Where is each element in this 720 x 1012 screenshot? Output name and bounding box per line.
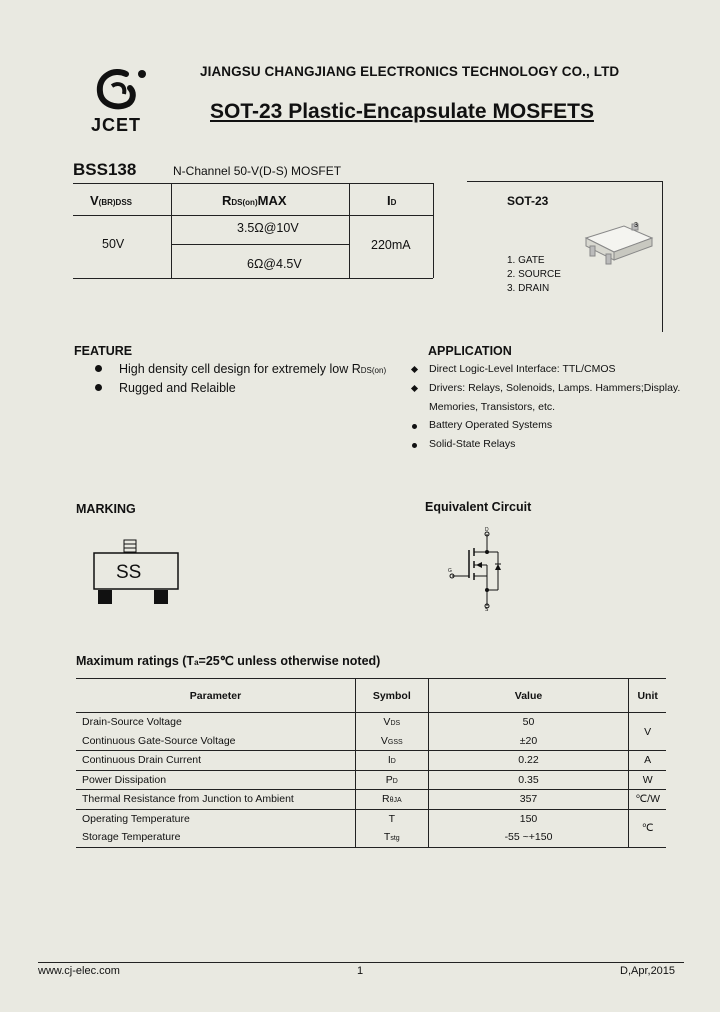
footer-website: www.cj-elec.com xyxy=(38,965,120,977)
source-label: S xyxy=(485,607,489,613)
symbol-cell: T xyxy=(355,809,428,828)
table-row xyxy=(76,732,666,751)
table-row xyxy=(76,770,666,790)
application-heading: APPLICATION xyxy=(428,344,512,358)
footer-date: D,Apr,2015 xyxy=(620,965,676,977)
rds-value-4v5: 6Ω@4.5V xyxy=(247,257,302,271)
unit-cell: A xyxy=(629,751,666,771)
param-cell: Power Dissipation xyxy=(82,773,167,786)
id-header: ID xyxy=(387,193,397,208)
bullet-icon xyxy=(412,443,417,448)
table-row xyxy=(76,809,666,828)
application-item-2-cont: Memories, Transistors, etc. xyxy=(429,401,556,413)
package-pin-number: 3 xyxy=(634,222,638,229)
mosfet-symbol-icon xyxy=(446,528,508,616)
unit-cell: V xyxy=(629,713,666,751)
diamond-bullet-icon xyxy=(411,385,418,392)
drain-label: D xyxy=(485,527,489,533)
application-item-3: Battery Operated Systems xyxy=(429,419,553,431)
param-cell: Thermal Resistance from Junction to Ambient xyxy=(82,793,294,806)
param-cell: Drain-Source Voltage xyxy=(82,716,182,729)
jcet-logo-icon xyxy=(86,64,152,116)
table-header-row xyxy=(76,679,666,713)
value-cell: 50 xyxy=(428,713,629,732)
document-title: SOT-23 Plastic-Encapsulate MOSFETS xyxy=(210,100,594,123)
ratings-heading: Maximum ratings (Ta=25℃ unless otherwise noted) xyxy=(76,654,381,668)
symbol-cell: Tstg xyxy=(355,828,428,847)
table-row xyxy=(76,828,666,847)
symbol-cell: VDS xyxy=(355,713,428,732)
param-cell: Continuous Gate-Source Voltage xyxy=(82,734,236,747)
pin-drain: 3. DRAIN xyxy=(507,283,550,294)
value-cell: ±20 xyxy=(428,732,629,751)
table-row xyxy=(76,790,666,810)
footer-page: 1 xyxy=(357,965,364,977)
table-row xyxy=(76,713,666,732)
param-cell: Continuous Drain Current xyxy=(82,754,202,767)
bullet-icon xyxy=(95,365,102,372)
col-parameter: Parameter xyxy=(189,689,242,702)
symbol-cell: VGSS xyxy=(355,732,428,751)
value-cell: 150 xyxy=(428,809,629,828)
unit-cell: ℃ xyxy=(629,809,666,847)
marking-code: SS xyxy=(116,562,142,583)
application-item-2: Drivers: Relays, Solenoids, Lamps. Hammers;Display. xyxy=(429,382,681,394)
equivalent-heading: Equivalent Circuit xyxy=(425,500,532,514)
pin-source: 2. SOURCE xyxy=(507,269,561,280)
ratings-table xyxy=(76,678,666,848)
logo-text: JCET xyxy=(91,115,142,135)
application-item-4: Solid-State Relays xyxy=(429,438,516,450)
vbr-value: 50V xyxy=(102,237,125,251)
param-cell: Operating Temperature xyxy=(82,812,190,825)
package-title: SOT-23 xyxy=(507,194,549,208)
diamond-bullet-icon xyxy=(411,366,418,373)
part-description: N-Channel 50-V(D-S) MOSFET xyxy=(173,164,342,178)
bullet-icon xyxy=(95,384,102,391)
col-value: Value xyxy=(428,679,629,713)
rds-header: RDS(on)MAX xyxy=(222,193,287,208)
pin-gate: 1. GATE xyxy=(507,255,545,266)
unit-cell: ℃/W xyxy=(629,790,666,810)
value-cell: 357 xyxy=(428,790,629,810)
rds-value-10v: 3.5Ω@10V xyxy=(237,221,299,235)
vbr-header: V(BR)DSS xyxy=(90,193,133,208)
symbol-cell: PD xyxy=(355,770,428,790)
value-cell: -55 ~+150 xyxy=(428,828,629,847)
gate-label: G xyxy=(448,568,452,574)
feature-item-1: High density cell design for extremely low RDS(on) xyxy=(119,362,387,376)
application-item-1: Direct Logic-Level Interface: TTL/CMOS xyxy=(429,363,616,375)
feature-heading: FEATURE xyxy=(74,344,133,358)
value-cell: 0.22 xyxy=(428,751,629,771)
part-number: BSS138 xyxy=(73,160,137,179)
table-row xyxy=(76,751,666,771)
param-cell: Storage Temperature xyxy=(82,831,181,844)
symbol-cell: RθJA xyxy=(355,790,428,810)
col-symbol: Symbol xyxy=(355,679,428,713)
feature-item-2: Rugged and Relaible xyxy=(119,381,236,395)
id-value: 220mA xyxy=(371,238,411,252)
bullet-icon xyxy=(412,424,417,429)
marking-heading: MARKING xyxy=(76,502,136,516)
value-cell: 0.35 xyxy=(428,770,629,790)
company-name: JIANGSU CHANGJIANG ELECTRONICS TECHNOLOGY CO., LTD xyxy=(200,64,620,79)
col-unit: Unit xyxy=(629,679,666,713)
unit-cell: W xyxy=(629,770,666,790)
symbol-cell: ID xyxy=(355,751,428,771)
sot23-package-icon xyxy=(580,218,660,274)
